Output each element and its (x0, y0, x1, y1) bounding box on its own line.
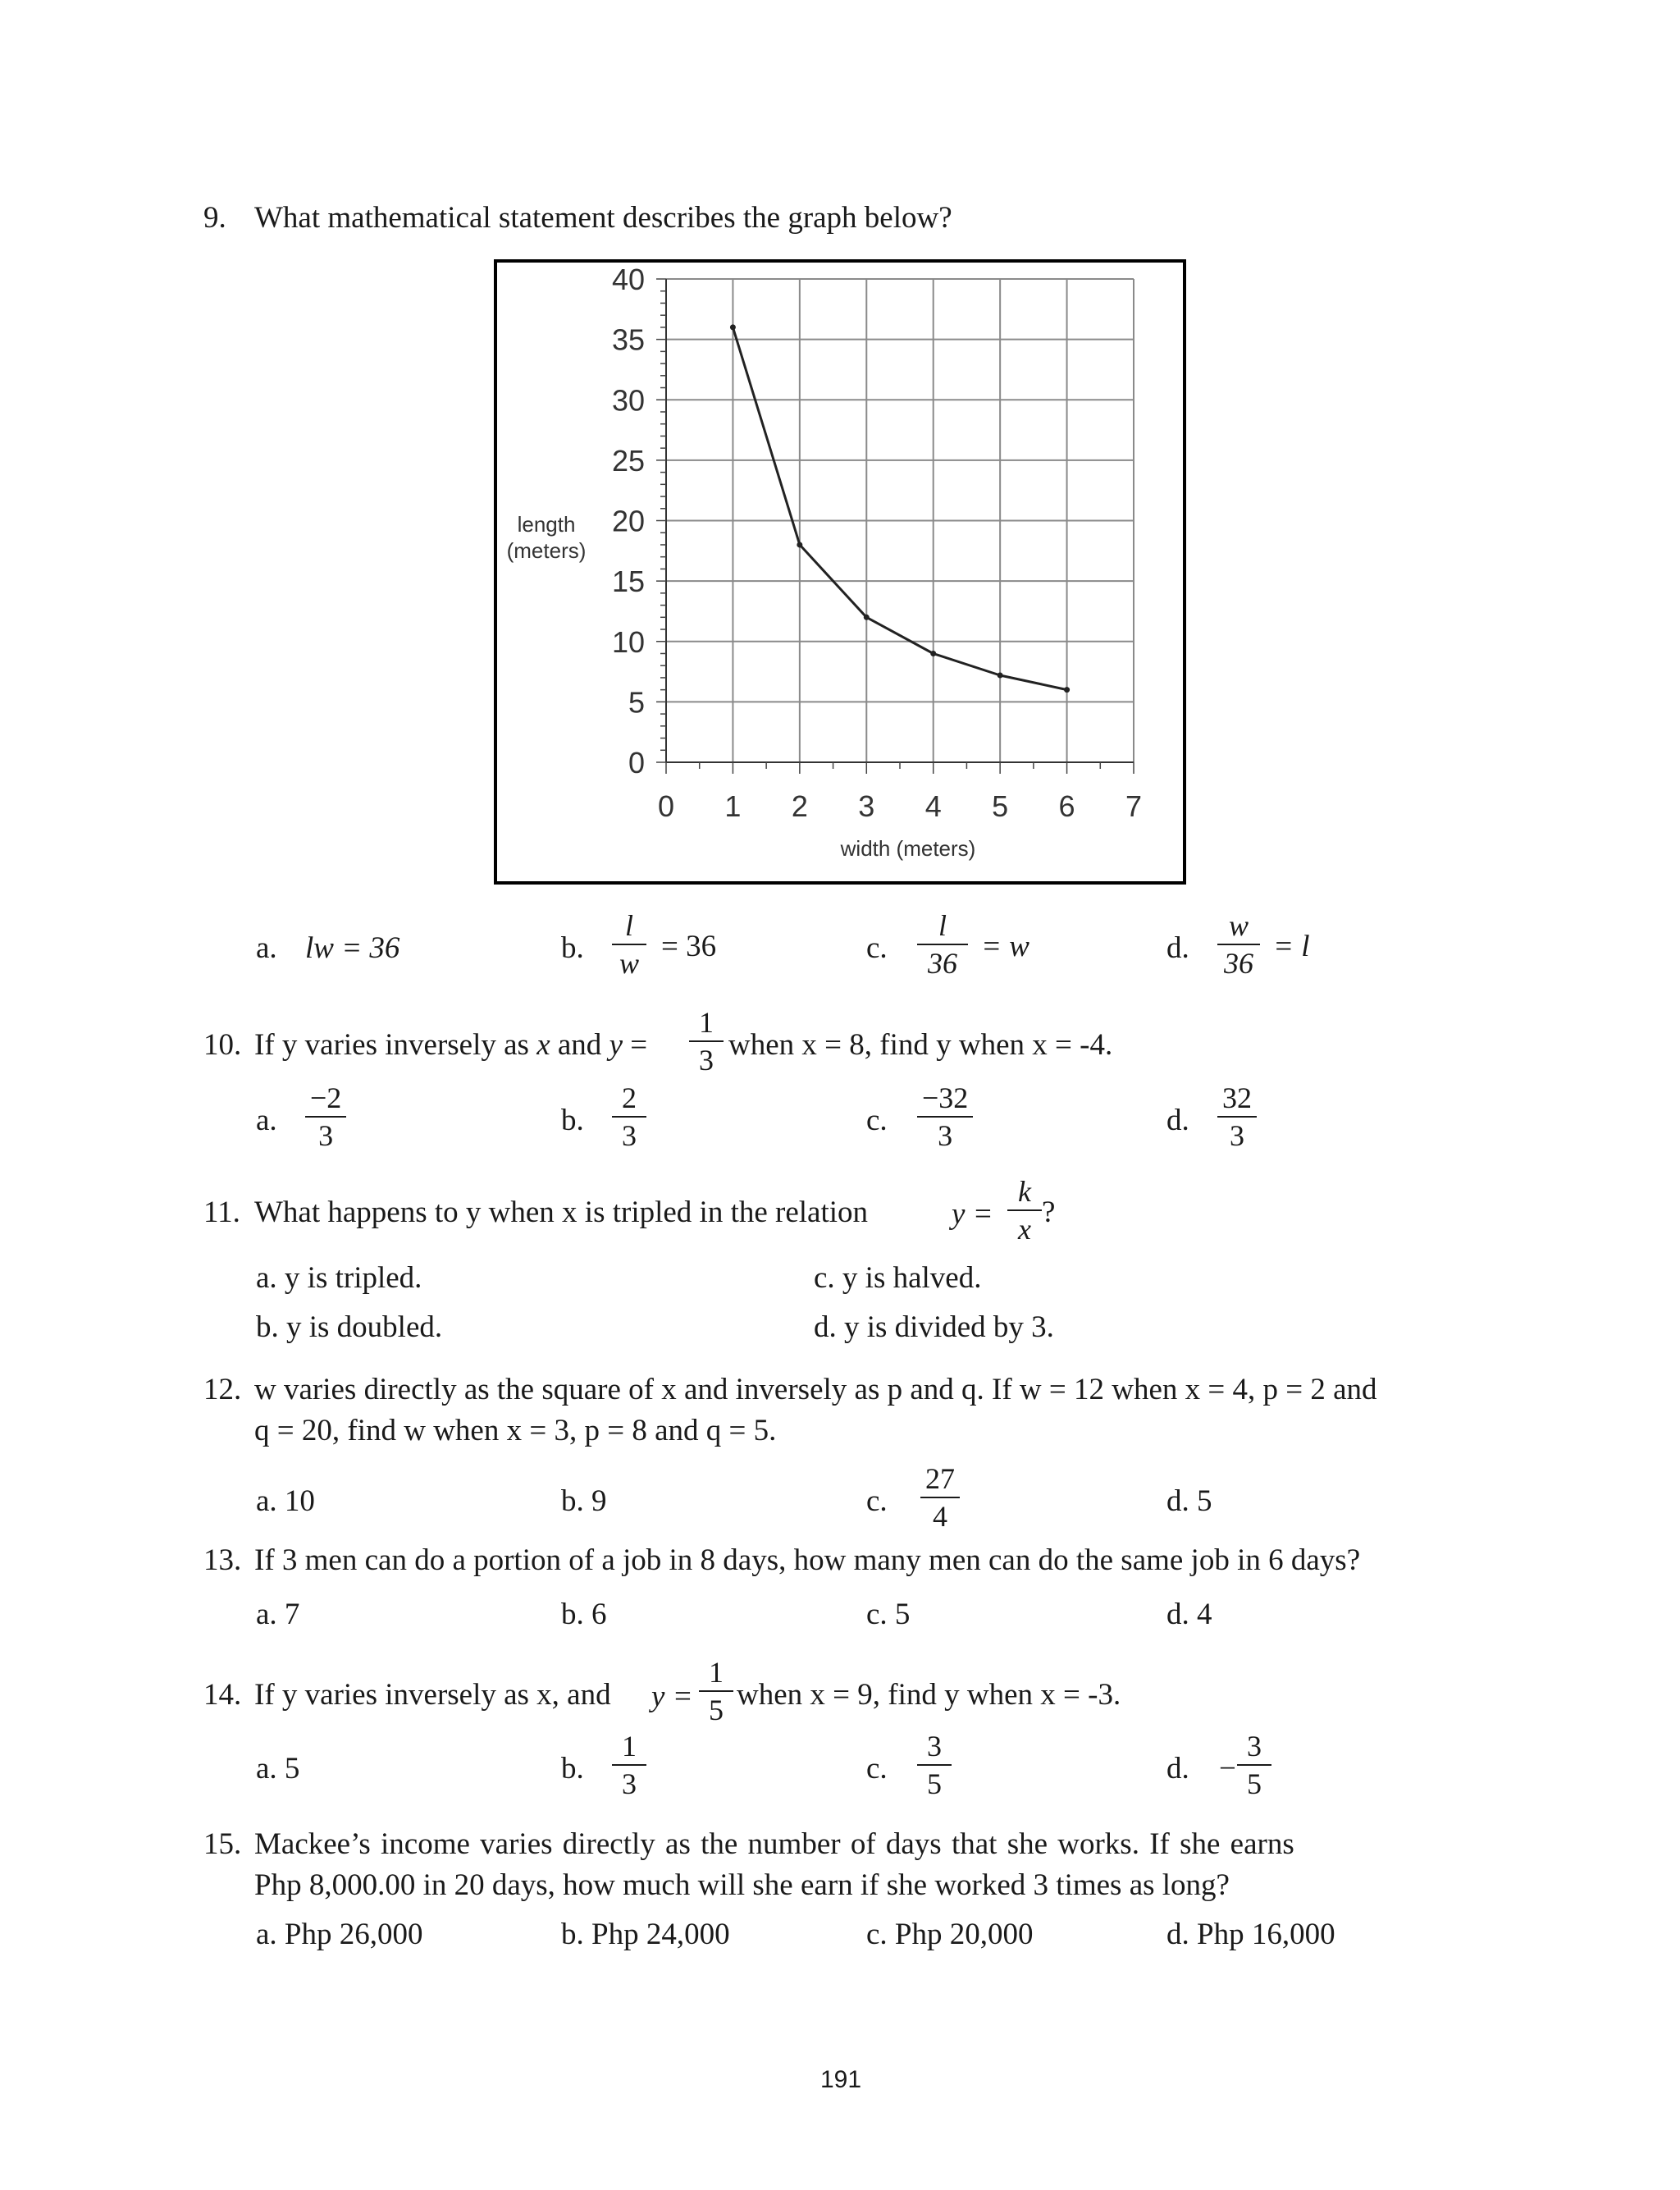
q11-option-c: c. y is halved. (814, 1261, 982, 1295)
q11-option-a: a. y is tripled. (256, 1261, 422, 1295)
q11-option-d: d. y is divided by 3. (814, 1310, 1054, 1344)
q11-relation-q: ? (1042, 1196, 1056, 1229)
q14-option-b-label: b. (561, 1752, 584, 1785)
length-width-chart (494, 259, 1186, 885)
page-number: 191 (820, 2066, 862, 2093)
chart-y-tick-label: 20 (611, 504, 645, 538)
q10-option-a-label: a. (256, 1104, 277, 1137)
q9-d-num-text: w (1228, 909, 1249, 942)
chart-x-tick-label: 5 (992, 789, 1009, 823)
q12-option-d: d. 5 (1166, 1484, 1212, 1518)
q14-y-eq (651, 1679, 693, 1715)
q9-text: What mathematical statement describes the graph below? (254, 201, 952, 235)
q11-relation-fraction (1007, 1175, 1042, 1246)
q14-c-num: 3 (917, 1730, 952, 1766)
chart-data-point (998, 672, 1003, 678)
chart-data-point (730, 324, 736, 330)
q10-frac-den: 3 (699, 1044, 714, 1077)
q12-c-num: 27 (920, 1462, 960, 1498)
q10-option-d-fraction (1217, 1081, 1257, 1152)
q15-line1: Mackee’s income varies directly as the number of days that she works. If she earns (254, 1827, 1294, 1861)
q13-option-c: c. 5 (866, 1598, 911, 1631)
q10-option-c-fraction (917, 1081, 973, 1152)
q11-option-b: b. y is doubled. (256, 1310, 443, 1344)
q10-option-b-fraction (612, 1081, 646, 1152)
q10-y: y (609, 1028, 623, 1062)
q10-number: 10. (203, 1028, 242, 1062)
chart-svg (497, 263, 1183, 881)
chart-y-tick-label: 10 (611, 624, 645, 659)
q14-option-d-fraction (1237, 1730, 1271, 1800)
q14-option-c-fraction (917, 1730, 952, 1800)
q9-c-rest-text: = w (981, 930, 1029, 963)
q11-rel-den (1013, 1211, 1036, 1246)
chart-data-point (930, 651, 936, 656)
q15-option-d: d. Php 16,000 (1166, 1918, 1335, 1951)
q14-option-a: a. 5 (256, 1752, 300, 1785)
q14-frac-den: 5 (709, 1694, 724, 1726)
q12-option-a: a. 10 (256, 1484, 315, 1518)
chart-y-tick-label: 15 (611, 565, 645, 599)
q14-c-den: 5 (927, 1767, 942, 1800)
chart-x-tick-label: 1 (724, 789, 742, 823)
q14-y-eq-text: y = (651, 1680, 693, 1713)
chart-x-tick-label: 3 (858, 789, 875, 823)
q14-b-num: 1 (612, 1730, 646, 1766)
q9-c-num-text: l (938, 909, 947, 942)
q9-option-b-rest: = 36 (661, 930, 717, 963)
q10-text (254, 1027, 647, 1063)
q12-c-den: 4 (933, 1500, 947, 1533)
q10-c-den: 3 (938, 1119, 953, 1152)
q9-b-num-text: l (624, 909, 633, 942)
q15-line2: Php 8,000.00 in 20 days, how much will she earn if she worked 3 times as long? (254, 1868, 1230, 1902)
q14-number: 14. (203, 1678, 242, 1712)
chart-y-tick-label: 0 (628, 746, 645, 780)
q10-option-b-label: b. (561, 1104, 584, 1137)
q9-option-d-rest (1273, 929, 1310, 965)
chart-data-point (864, 615, 870, 620)
q9-option-b-num (612, 909, 646, 945)
q9-c-den-text: 36 (928, 947, 957, 980)
q9-number: 9. (203, 201, 226, 235)
q9-option-c-den (923, 945, 962, 980)
q10-text-before: If y varies inversely as (254, 1028, 529, 1062)
q10-option-a-fraction (305, 1081, 346, 1152)
chart-series-line (733, 327, 1066, 690)
q11-text: What happens to y when x is tripled in the relation (254, 1196, 869, 1229)
q11-rel-den-text: x (1018, 1213, 1031, 1246)
q9-option-a-text (305, 930, 399, 967)
q12-option-b: b. 9 (561, 1484, 607, 1518)
chart-y-axis-label-line1: length (517, 512, 576, 537)
q9-option-d-fraction (1217, 909, 1260, 980)
q13-number: 13. (203, 1543, 242, 1577)
q14-option-c-label: c. (866, 1752, 888, 1785)
q10-b-num: 2 (612, 1081, 646, 1118)
q14-option-d-label: d. (1166, 1752, 1189, 1785)
chart-y-tick-label: 25 (611, 443, 645, 478)
q14-option-b-fraction (612, 1730, 646, 1800)
q11-number: 11. (203, 1196, 240, 1229)
q9-option-a-equation: lw = 36 (305, 931, 400, 965)
q10-option-c-label: c. (866, 1104, 888, 1137)
q9-option-d-label: d. (1166, 931, 1189, 965)
q12-option-c-label: c. (866, 1484, 888, 1518)
chart-x-tick-label: 6 (1058, 789, 1075, 823)
q10-fraction (689, 1006, 724, 1077)
q9-option-c-num (917, 909, 968, 945)
q10-d-num: 32 (1217, 1081, 1257, 1118)
q15-option-c: c. Php 20,000 (866, 1918, 1034, 1951)
q12-line1: w varies directly as the square of x and inversely as p and q. If w = 12 when x = 4, p = 2 and (254, 1373, 1377, 1406)
q9-option-c-fraction (917, 909, 968, 980)
chart-x-axis-label: width (meters) (840, 836, 976, 861)
q13-text: If 3 men can do a portion of a job in 8 days, how many men can do the same job in 6 days? (254, 1543, 1361, 1577)
chart-y-tick-label: 35 (611, 322, 645, 357)
q11-relation-y (952, 1196, 993, 1232)
q9-option-a-label: a. (256, 931, 277, 965)
q14-frac-num: 1 (699, 1656, 733, 1692)
chart-y-tick-label: 30 (611, 383, 645, 418)
q9-option-c-label: c. (866, 931, 888, 965)
q14-d-num: 3 (1237, 1730, 1271, 1766)
q10-b-den: 3 (622, 1119, 637, 1152)
q15-option-a: a. Php 26,000 (256, 1918, 423, 1951)
q13-option-a: a. 7 (256, 1598, 300, 1631)
chart-y-axis-label-line2: (meters) (506, 538, 587, 563)
q14-text-before: If y varies inversely as x, and (254, 1678, 611, 1712)
q9-d-rest-text: = l (1273, 930, 1310, 963)
q9-b-den-text: w (619, 947, 639, 980)
q12-number: 12. (203, 1373, 242, 1406)
q10-a-num: −2 (305, 1081, 346, 1118)
chart-x-tick-label: 4 (924, 789, 942, 823)
q9-option-d-den (1219, 945, 1258, 980)
q9-option-d-num (1217, 909, 1260, 945)
q14-fraction (699, 1656, 733, 1726)
q10-frac-num: 1 (689, 1006, 724, 1042)
q10-x: x (536, 1028, 550, 1062)
chart-x-tick-label: 0 (657, 789, 675, 823)
q10-option-d-label: d. (1166, 1104, 1189, 1137)
q14-option-d-minus: − (1219, 1752, 1236, 1785)
chart-x-tick-label: 2 (791, 789, 808, 823)
q10-text-after: when x = 8, find y when x = -4. (728, 1028, 1113, 1062)
q12-line2: q = 20, find w when x = 3, p = 8 and q = 5. (254, 1414, 777, 1447)
q14-d-den: 5 (1247, 1767, 1262, 1800)
q14-text-after: when x = 9, find y when x = -3. (737, 1678, 1121, 1712)
q15-option-b: b. Php 24,000 (561, 1918, 730, 1951)
q10-and: and (557, 1028, 602, 1062)
q13-option-d: d. 4 (1166, 1598, 1212, 1631)
chart-y-tick-label: 5 (628, 685, 645, 720)
q9-d-den-text: 36 (1224, 947, 1253, 980)
q10-eq: = (630, 1028, 648, 1062)
q11-rel-num (1007, 1175, 1042, 1211)
q11-rel-y-text: y = (952, 1197, 993, 1231)
q11-rel-num-text: k (1018, 1175, 1031, 1208)
chart-x-tick-label: 7 (1125, 789, 1143, 823)
chart-data-point (797, 542, 802, 547)
q9-option-b-fraction (612, 909, 646, 980)
q10-a-den: 3 (318, 1119, 334, 1152)
q9-option-b-label: b. (561, 931, 584, 965)
q13-option-b: b. 6 (561, 1598, 607, 1631)
q15-number: 15. (203, 1827, 242, 1861)
chart-data-point (1064, 687, 1070, 693)
q14-b-den: 3 (622, 1767, 637, 1800)
chart-y-tick-label: 40 (611, 263, 645, 296)
q10-c-num: −32 (917, 1081, 973, 1118)
q10-d-den: 3 (1230, 1119, 1244, 1152)
q9-option-b-den (614, 945, 644, 980)
q9-option-c-rest (981, 929, 1029, 965)
q12-option-c-fraction (920, 1462, 960, 1533)
